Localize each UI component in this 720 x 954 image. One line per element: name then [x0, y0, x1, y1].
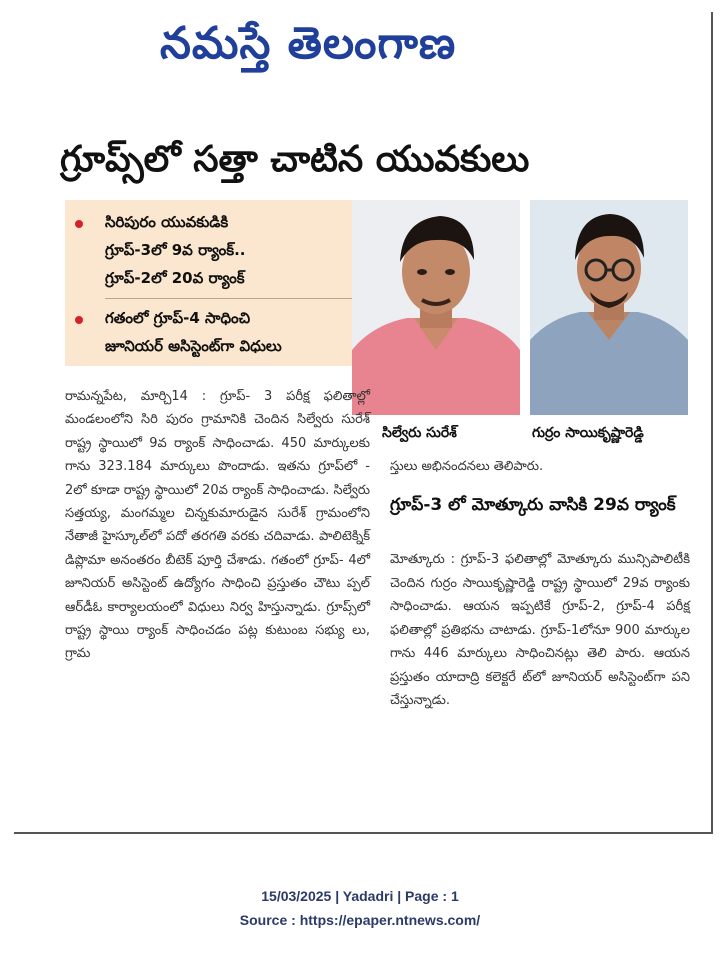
highlight-line: జూనియర్ అసిస్టెంట్‌గా విధులు: [105, 337, 282, 355]
portrait-image: [530, 200, 688, 415]
divider: [105, 298, 360, 299]
photo-saikrishna: [530, 200, 688, 415]
article-body-text: రామన్నపేట, మార్చి14 : గ్రూప్- 3 పరీక్ష ఫలితాల్లో మండలంలోని సిరి పురం గ్రామానికి చెందిన సిల్వేరు సురేశ్ రాష్ట్ర స్థాయిలో 9వ ర్యాంక్ సాధించాడు. 450 మార్కులకు గాను 323.184 మార్కులు పొందాడు. ఇతను గ్రూప్‌లో - 2లో కూడా రాష్ట్ర స్థాయిలో 20వ ర్యాంక్ సాధించాడు. సిల్వేరు సత్తయ్య, మంగమ్మల చిన్నకుమారుడైన సురేశ్ గ్రామంలోని నేతాజీ హైస్కూల్‌లో పదో తరగతి వరకు చదివాడు. పాలిటెక్నిక్ డిప్లొమా అనంతరం బీటెక్ పూర్తి చేశాడు. గతంలో గ్రూప్- 4లో జూనియర్ అసిస్టెంట్ ఉద్యోగం సాధించి ప్రస్తుతం చౌటు ప్పల్ ఆర్‌డీఓ కార్యాలయంలో విధులు నిర్వ హిస్తున్నాడు. గ్రూప్స్‌లో రాష్ట్ర స్థాయి ర్యాంక్ సాధించడం పట్ల కుటుంబ సభ్యు లు, గ్రామ: [65, 389, 370, 662]
photo-caption: గుర్రం సాయికృష్ణారెడ్డి: [532, 425, 644, 441]
sub-headline: గ్రూప్-3 లో మోత్కూరు వాసికి 29వ ర్యాంక్: [390, 495, 676, 515]
article-headline: గ్రూప్స్‌లో సత్తా చాటిన యువకులు: [60, 139, 530, 180]
highlight-line: సిరిపురం యువకుడికి: [105, 213, 229, 231]
photo-caption: సిల్వేరు సురేశ్: [382, 425, 457, 441]
bullet-icon: [75, 220, 83, 228]
article-body-text: స్తులు అభినందనలు తెలిపారు.: [390, 459, 544, 474]
right-column: [390, 548, 690, 713]
photo-suresh: [352, 200, 520, 415]
footer-date-line: 15/03/2025 | Yadadri | Page : 1: [261, 888, 459, 904]
highlight-line: గతంలో గ్రూప్-4 సాధించి: [105, 309, 251, 327]
portrait-image: [352, 200, 520, 415]
newspaper-masthead: నమస్తే తెలంగాణ: [160, 18, 457, 69]
right-column-top: [390, 455, 690, 479]
highlight-line: గ్రూప్-3లో 9వ ర్యాంక్..: [105, 241, 246, 259]
highlight-line: గ్రూప్-2లో 20వ ర్యాంక్: [105, 269, 245, 287]
footer-source-line: Source : https://epaper.ntnews.com/: [239, 912, 481, 928]
highlights-box: [65, 200, 377, 366]
article-body-text: మోత్కూరు : గ్రూప్-3 ఫలితాల్లో మోత్కూరు మున్సిపాలిటీకి చెందిన గుర్రం సాయికృష్ణారెడ్డి రాష్ట్ర స్థాయిలో 29వ ర్యాంకు సాధించాడు. ఆయన ఇప్పటికే గ్రూప్-2, గ్రూప్-4 పరీక్ష ఫలితాల్లో ప్రతిభను చాటాడు. గ్రూప్-1లోనూ 900 మార్కుల గాను 446 మార్కులు సాధించినట్లు తెలి పారు. ఆయన ప్రస్తుతం యాదాద్రి కలెక్టరే ట్‌లో జూనియర్ అసిస్టెంట్‌గా పని చేస్తున్నాడు.: [390, 552, 690, 708]
bullet-icon: [75, 316, 83, 324]
left-column: [65, 385, 370, 666]
